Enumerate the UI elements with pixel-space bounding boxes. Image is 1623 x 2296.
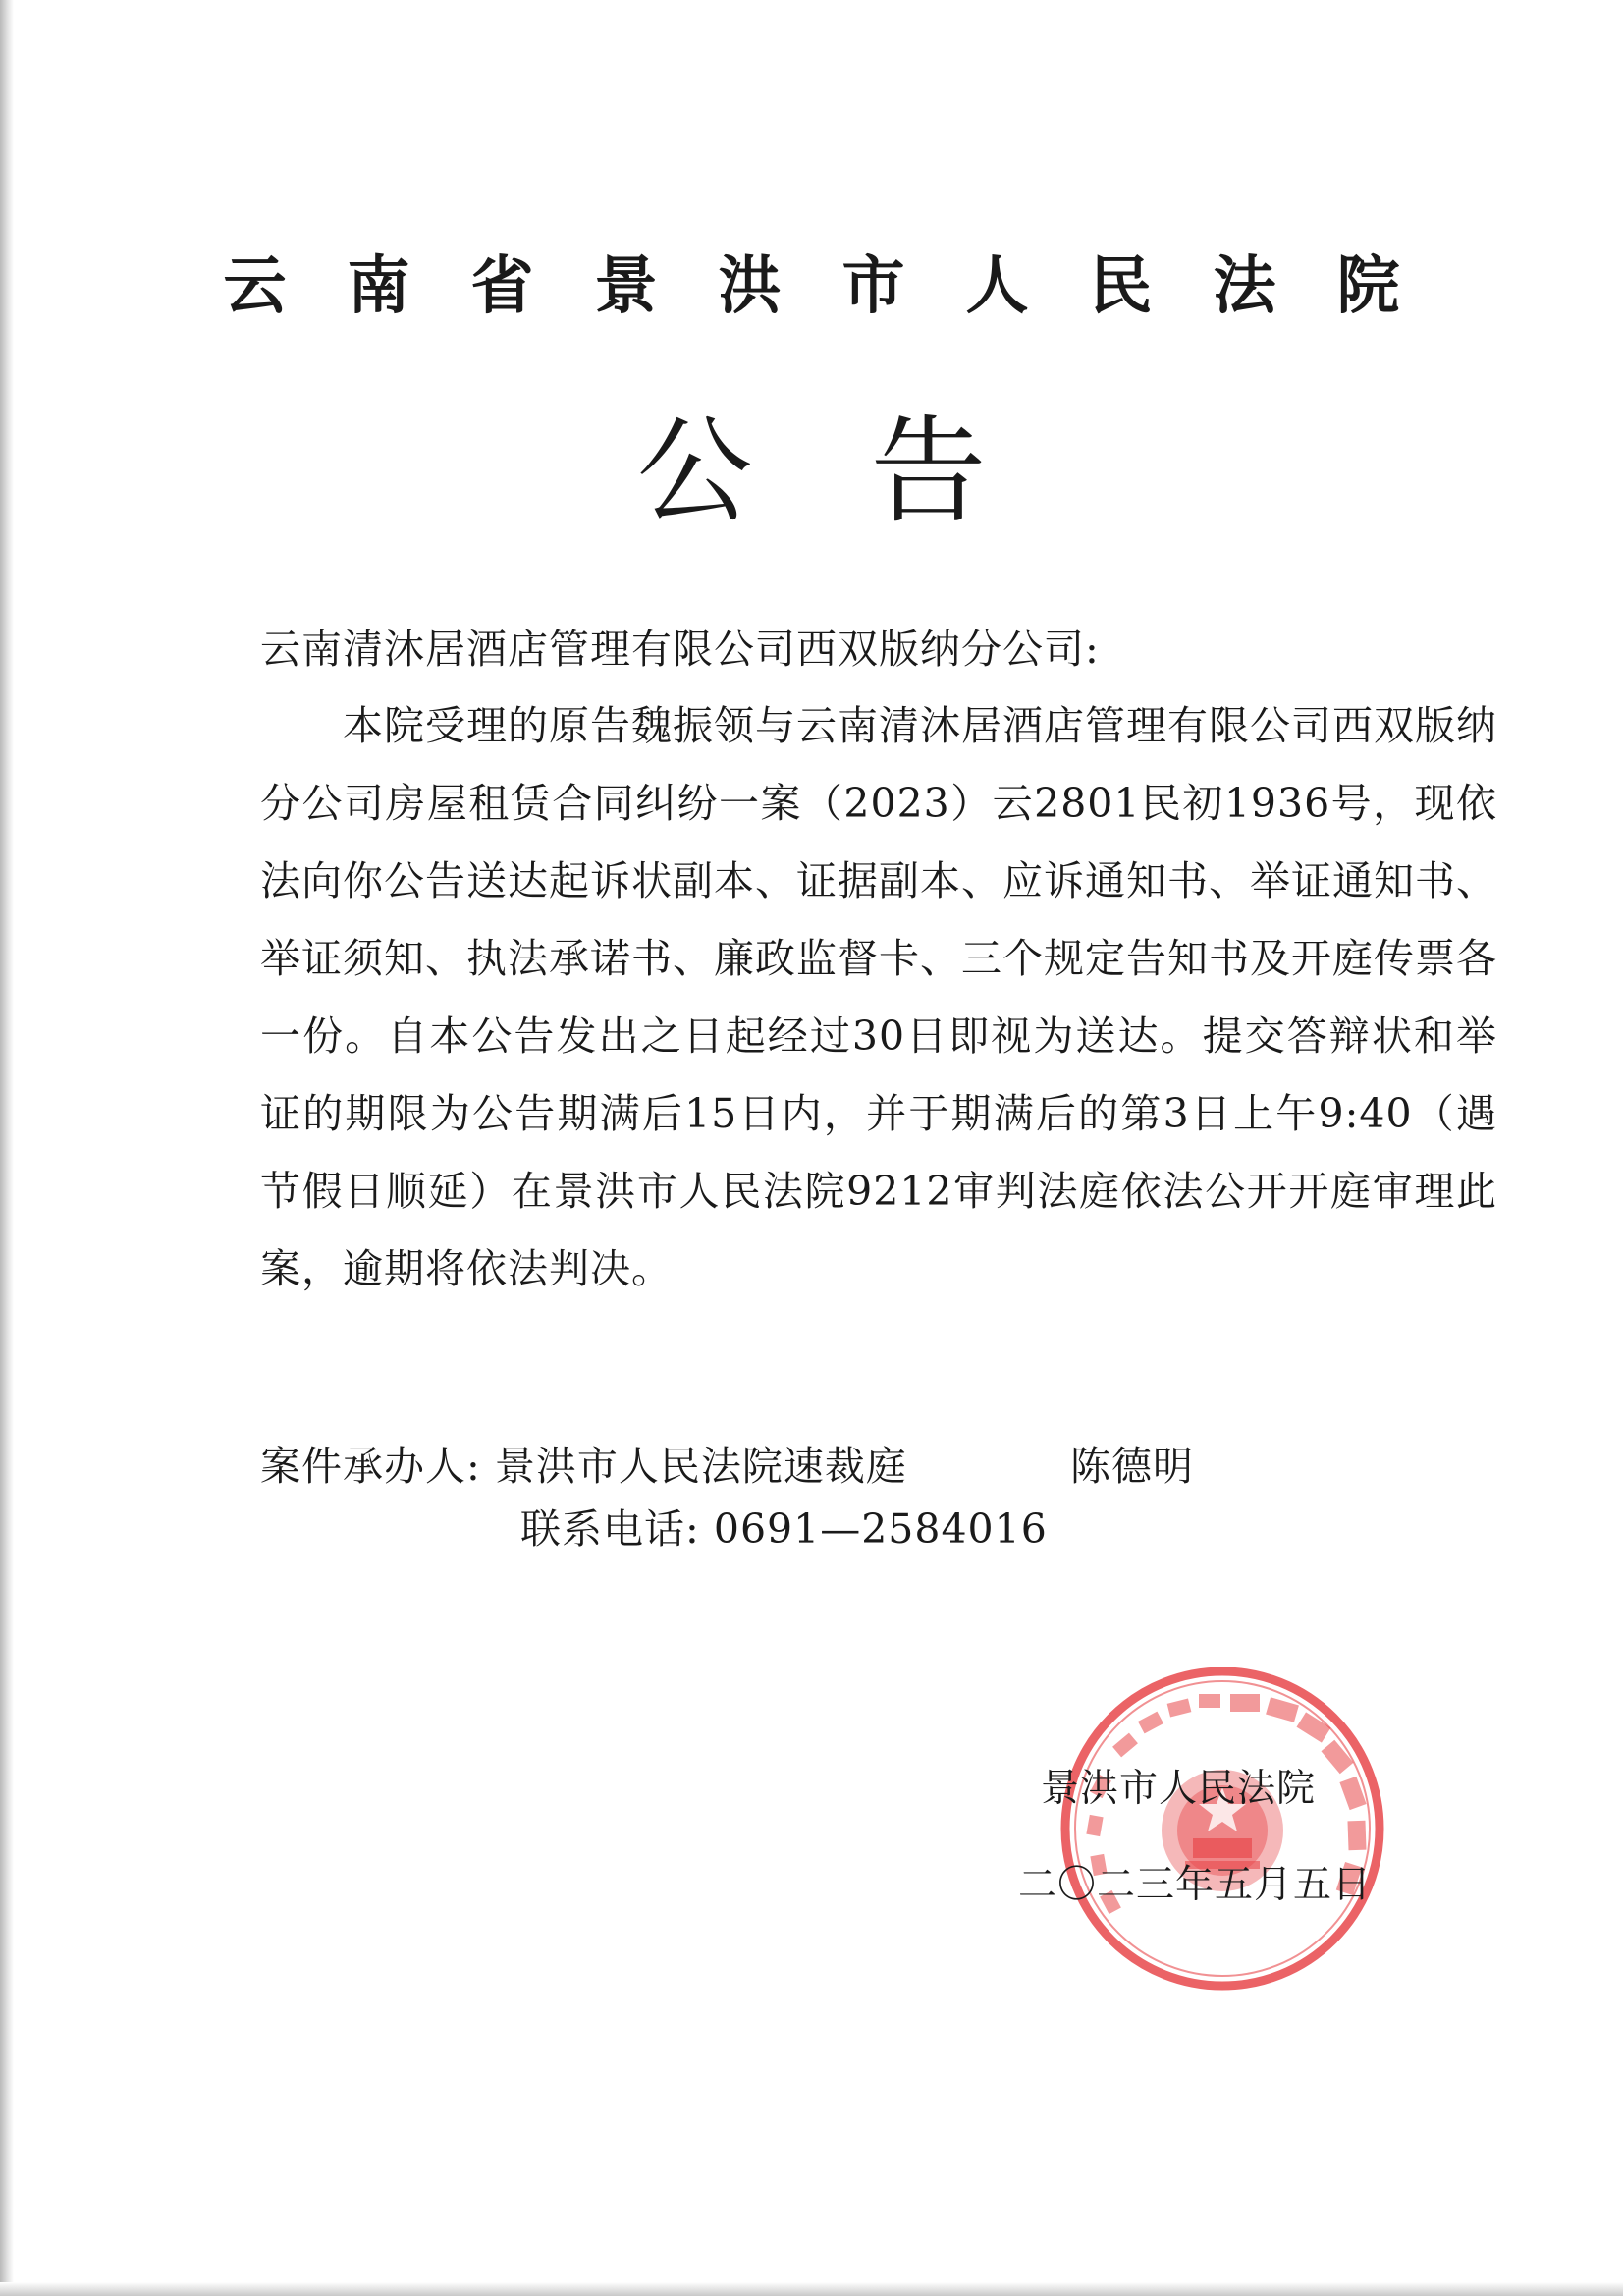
handler-department: 景洪市人民法院速裁庭	[494, 1443, 907, 1490]
court-name-heading: 云南省景洪市人民法院	[223, 250, 1461, 323]
document-title: 公告	[636, 404, 1105, 539]
phone-label: 联系电话:	[520, 1505, 700, 1553]
signature-date: 二〇二三年五月五日	[1018, 1863, 1373, 1907]
addressee-line: 云南清沐居酒店管理有限公司西双版纳分公司:	[260, 626, 1100, 673]
handler-name: 陈德明	[1070, 1443, 1194, 1490]
scan-bottom-shadow	[0, 2282, 1623, 2296]
contact-phone-line	[520, 1497, 1048, 1555]
phone-number: 0691—2584016	[713, 1505, 1048, 1553]
notice-body-paragraph: 本院受理的原告魏振领与云南清沐居酒店管理有限公司西双版纳分公司房屋租赁合同纠纷一案（2023）云2801民初1936号，现依法向你公告送达起诉状副本、证据副本、应诉通知书、举证通知书、举证须知、执法承诺书、廉政监督卡、三个规定告知书及开庭传票各一份。自本公告发出之日起经过30日即视为送达。提交答辩状和举证的期限为公告期满后15日内，并于期满后的第3日上午9:40（遇节假日顺延）在景洪市人民法院9212审判法庭依法公开开庭审理此案，逾期将依法判决。	[260, 702, 1497, 1292]
signature-court-name: 景洪市人民法院	[1041, 1767, 1317, 1811]
scan-edge-shadow	[0, 0, 14, 2296]
handler-label: 案件承办人:	[260, 1443, 481, 1490]
case-handler-line	[260, 1434, 1194, 1492]
court-seal-stamp	[1055, 1662, 1389, 1995]
